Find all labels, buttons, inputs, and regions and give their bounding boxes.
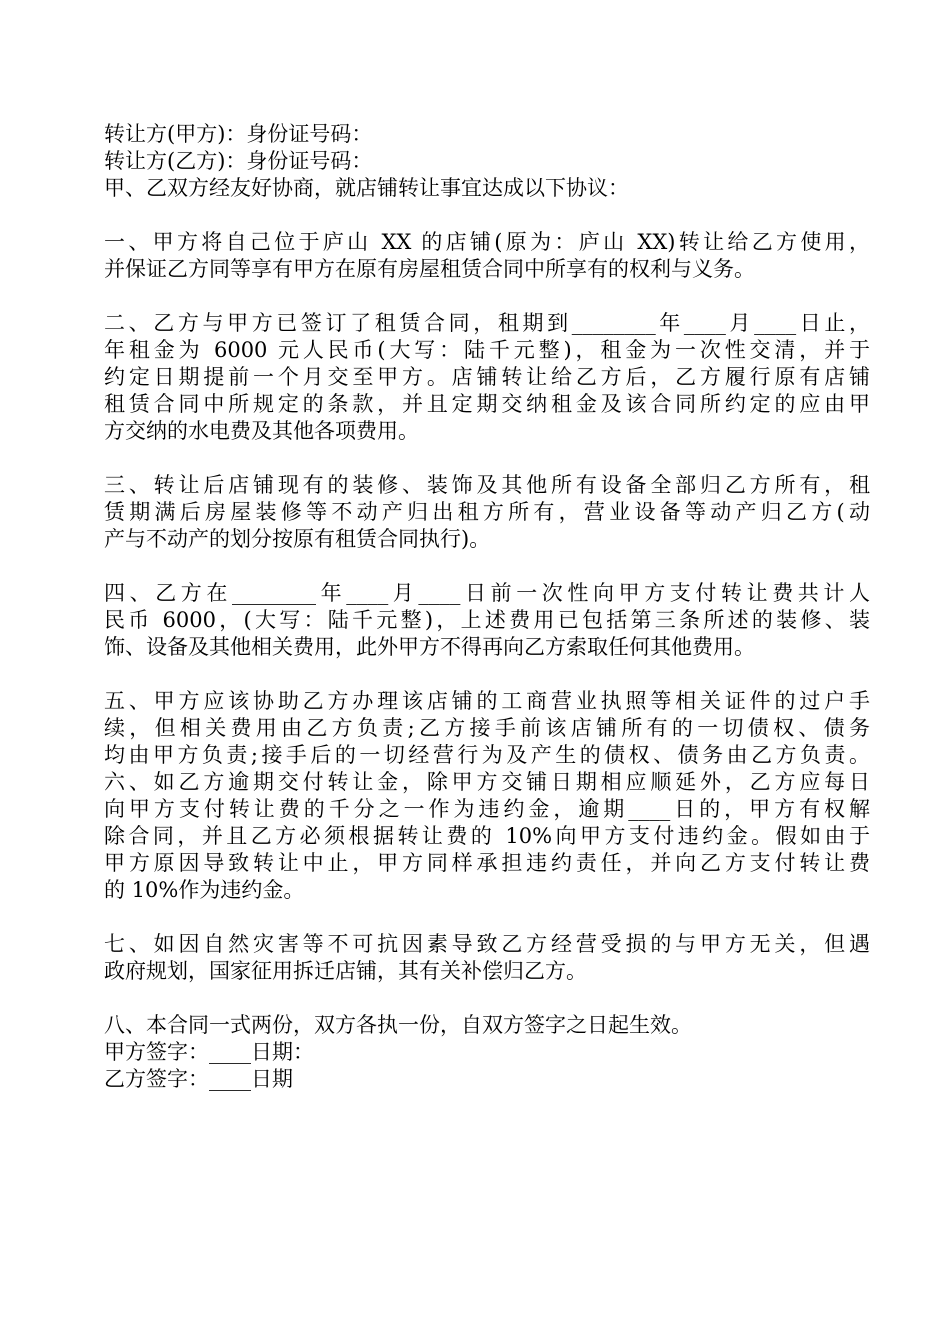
clause-line: 租赁合同中所规定的条款，并且定期交纳租金及该合同所约定的应由甲 xyxy=(104,392,870,416)
clause-2 xyxy=(104,310,870,445)
spacer xyxy=(104,661,870,688)
clause-line: 产与不动产的划分按原有租赁合同执行)。 xyxy=(104,527,491,551)
spacer xyxy=(104,445,870,472)
clause-line: 的 10%作为违约金。 xyxy=(104,878,305,902)
clause-line: 六、如乙方逾期交付转让金，除甲方交铺日期相应顺延外，乙方应每日 xyxy=(104,770,870,794)
clause-line: 除合同，并且乙方必须根据转让费的 10%向甲方支付违约金。假如由于 xyxy=(104,824,870,848)
clause-4 xyxy=(104,580,870,661)
clause-line: 甲方原因导致转让中止，甲方同样承担违约责任，并向乙方支付转让费 xyxy=(104,851,870,875)
party-b-signature-line: 乙方签字：____日期 xyxy=(104,1067,293,1091)
clause-line: 饰、设备及其他相关费用，此外甲方不得再向乙方索取任何其他费用。 xyxy=(104,635,755,659)
signature-block xyxy=(104,1039,870,1093)
clause-7 xyxy=(104,931,870,985)
clause-line: 均由甲方负责;接手后的一切经营行为及产生的债权、债务由乙方负责。 xyxy=(104,743,870,767)
clause-line: 并保证乙方同等享有甲方在原有房屋租赁合同中所享有的权利与义务。 xyxy=(104,257,755,281)
clause-line: 八、本合同一式两份，双方各执一份，自双方签字之日起生效。 xyxy=(104,1013,692,1037)
clause-line: 民币 6000，(大写：陆千元整)，上述费用已包括第三条所述的装修、装 xyxy=(104,608,870,632)
spacer xyxy=(104,985,870,1012)
clause-6 xyxy=(104,769,870,904)
clause-line: 赁期满后房屋装修等不动产归出租方所有，营业设备等动产归乙方(动 xyxy=(104,500,870,524)
clause-line: 方交纳的水电费及其他各项费用。 xyxy=(104,419,419,443)
spacer xyxy=(104,283,870,310)
contract-document xyxy=(104,121,870,1093)
clause-3 xyxy=(104,472,870,553)
party-a-line: 转让方(甲方)：身份证号码： xyxy=(104,122,373,146)
clause-line: 一、甲方将自己位于庐山 XX 的店铺(原为：庐山 XX)转让给乙方使用， xyxy=(104,230,870,254)
clause-line: 续，但相关费用由乙方负责;乙方接手前该店铺所有的一切债权、债务 xyxy=(104,716,870,740)
clause-8 xyxy=(104,1012,870,1039)
clause-line: 四、乙方在________年____月____日前一次性向甲方支付转让费共计人 xyxy=(104,581,870,605)
clause-line: 向甲方支付转让费的千分之一作为违约金，逾期____日的，甲方有权解 xyxy=(104,797,870,821)
clause-5 xyxy=(104,688,870,769)
spacer xyxy=(104,202,870,229)
clause-line: 五、甲方应该协助乙方办理该店铺的工商营业执照等相关证件的过户手 xyxy=(104,689,870,713)
party-b-line: 转让方(乙方)：身份证号码： xyxy=(104,149,373,173)
clause-1 xyxy=(104,229,870,283)
clause-line: 二、乙方与甲方已签订了租赁合同，租期到________年____月____日止， xyxy=(104,311,870,335)
clause-line: 约定日期提前一个月交至甲方。店铺转让给乙方后，乙方履行原有店铺 xyxy=(104,365,870,389)
clause-line: 七、如因自然灾害等不可抗因素导致乙方经营受损的与甲方无关，但遇 xyxy=(104,932,870,956)
agreement-intro: 甲、乙双方经友好协商，就店铺转让事宜达成以下协议： xyxy=(104,176,629,200)
party-a-signature-line: 甲方签字：____日期： xyxy=(104,1040,314,1064)
clause-line: 三、转让后店铺现有的装修、装饰及其他所有设备全部归乙方所有，租 xyxy=(104,473,870,497)
spacer xyxy=(104,904,870,931)
clause-line: 政府规划，国家征用拆迁店铺，其有关补偿归乙方。 xyxy=(104,959,587,983)
contract-header xyxy=(104,121,870,202)
spacer xyxy=(104,553,870,580)
clause-line: 年租金为 6000 元人民币(大写：陆千元整)，租金为一次性交清，并于 xyxy=(104,338,870,362)
